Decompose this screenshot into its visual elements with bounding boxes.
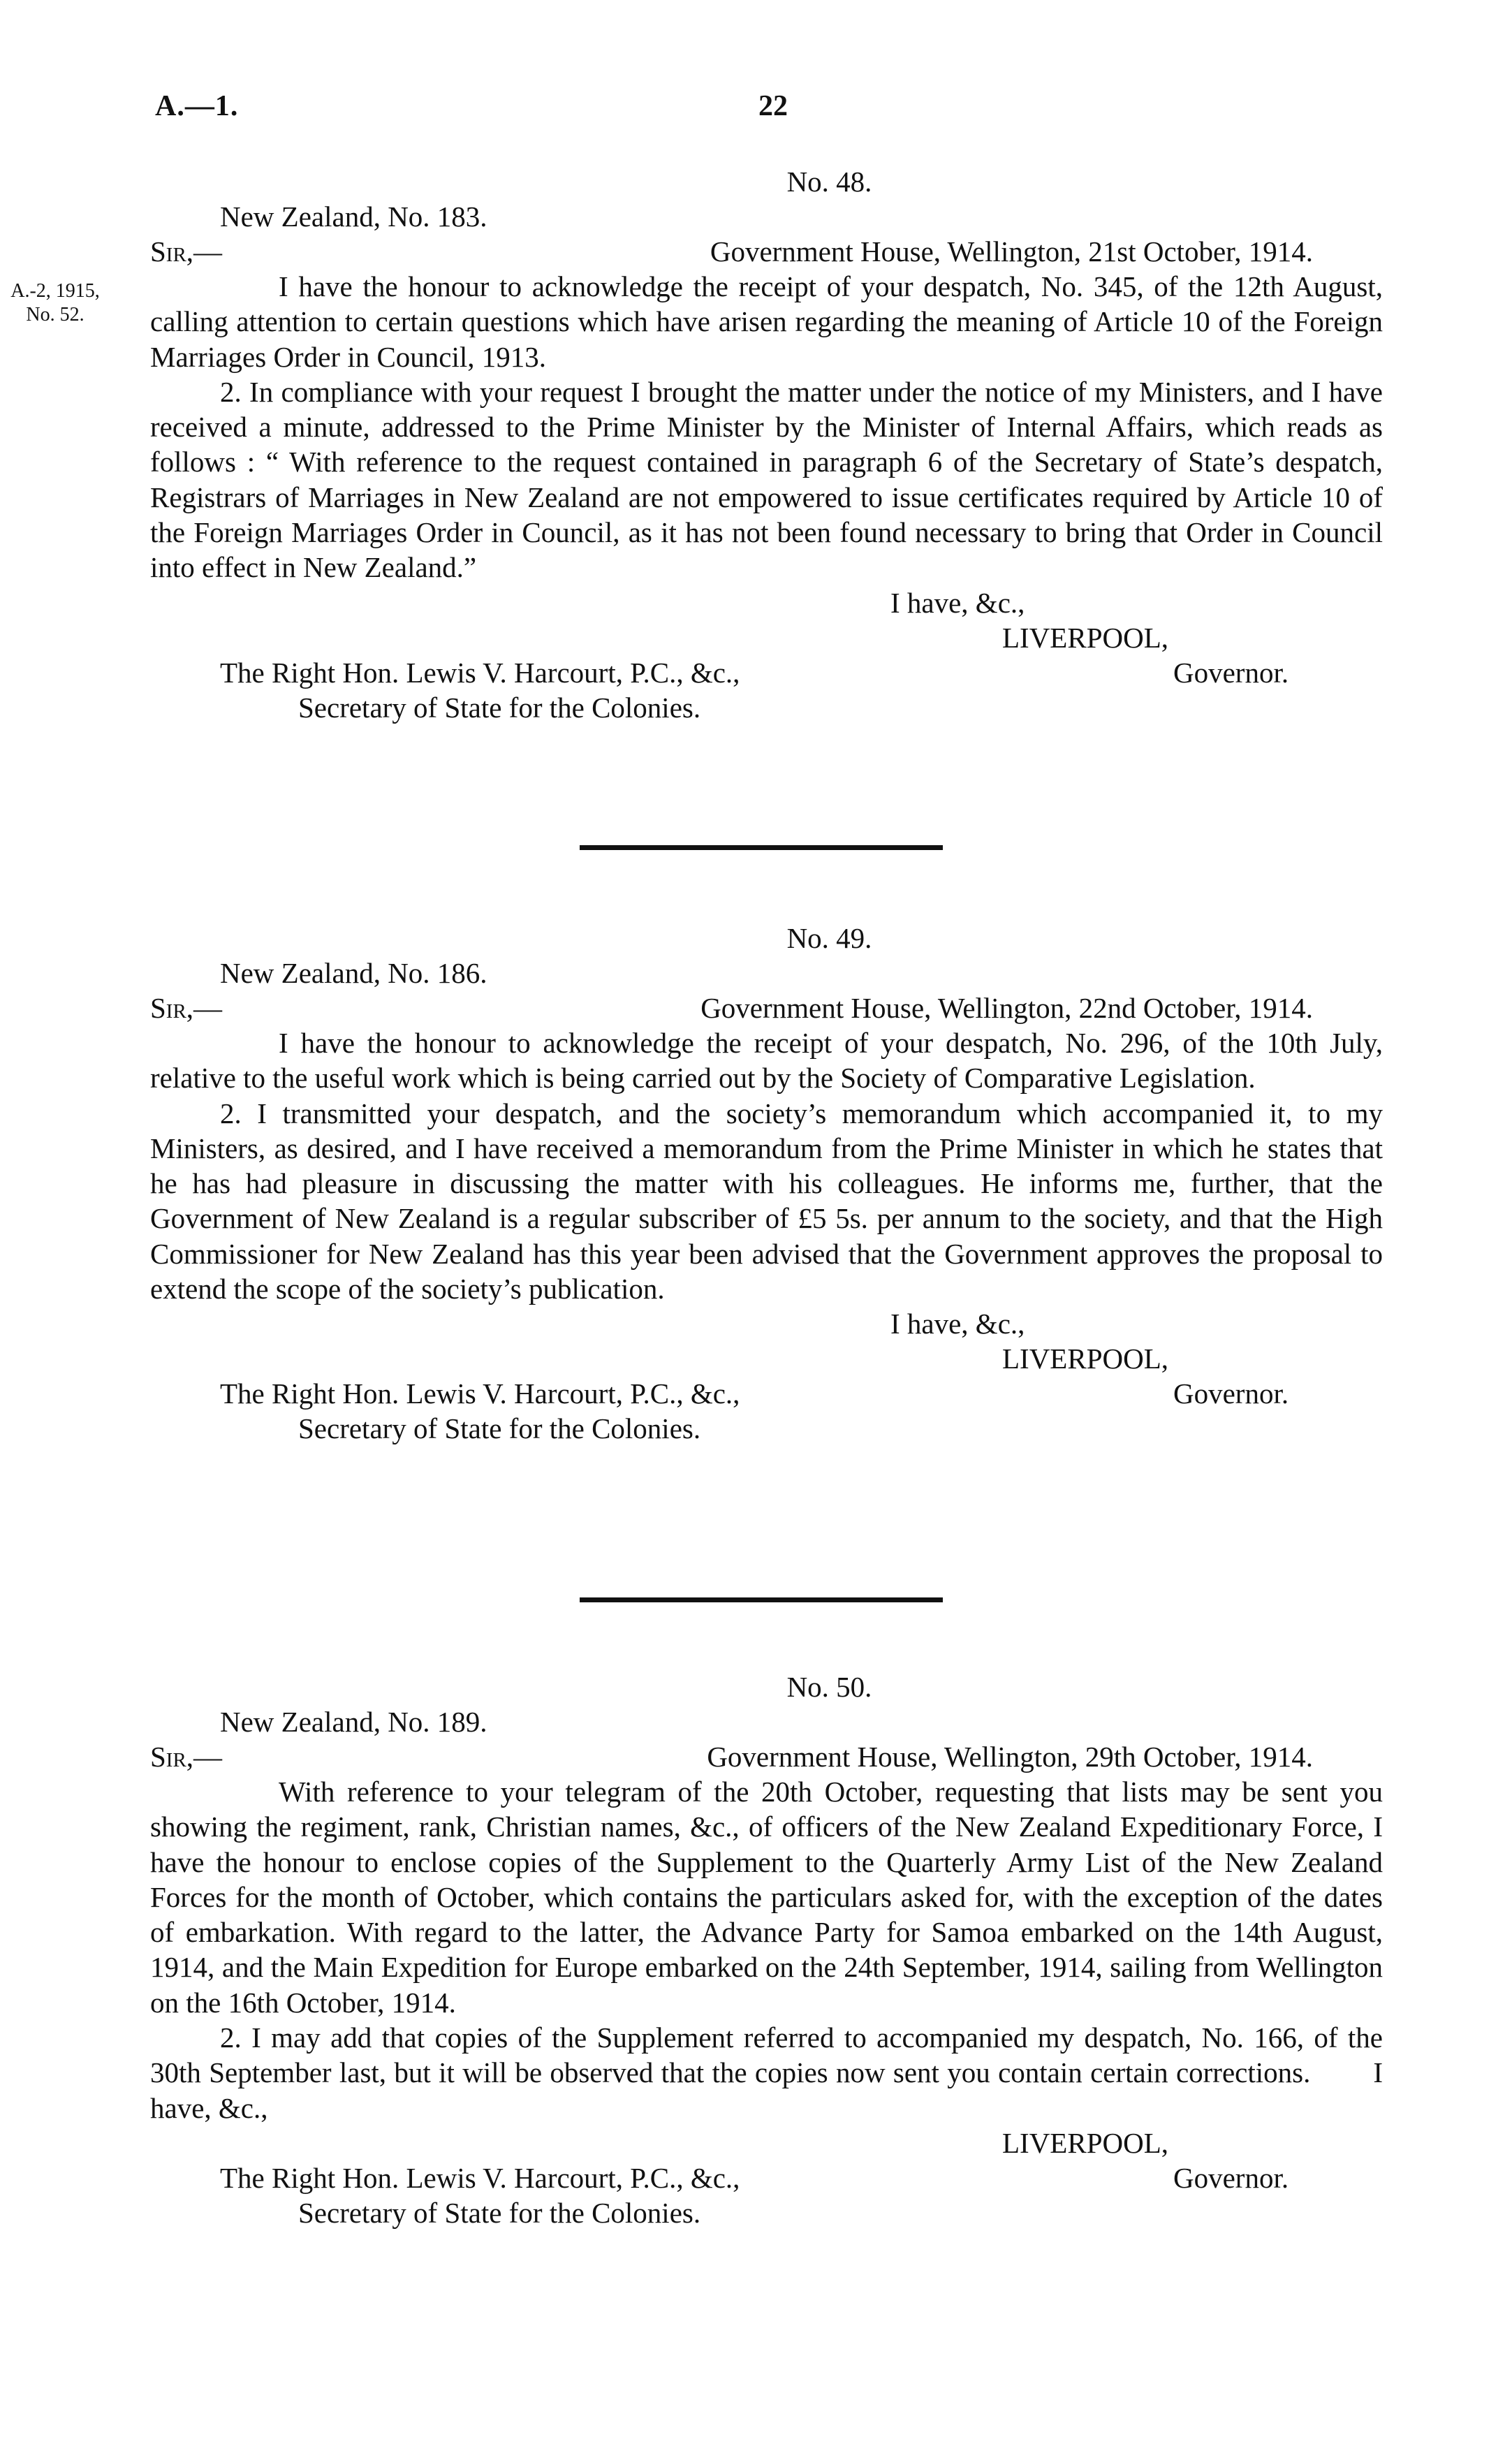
margin-note-line: A.-2, 1915, — [10, 280, 100, 302]
addressee: The Right Hon. Lewis V. Harcourt, P.C., &c., — [220, 1377, 740, 1410]
signer-name: LIVERPOOL, — [1002, 621, 1169, 654]
signer — [150, 620, 1383, 655]
address-date: Government House, Wellington, 22nd October, 1914. — [700, 992, 1313, 1024]
addressee-row — [150, 655, 1383, 690]
closing-text: I have, &c., — [150, 2056, 1383, 2124]
addressee: The Right Hon. Lewis V. Harcourt, P.C., &c., — [220, 2161, 740, 2194]
closing — [150, 585, 1383, 620]
addressee-office: Secretary of State for the Colonies. — [298, 2196, 701, 2229]
signer-title: Governor. — [1173, 2161, 1289, 2194]
letter-reference: New Zealand, No. 186. — [220, 957, 487, 989]
addressee: The Right Hon. Lewis V. Harcourt, P.C., &c., — [220, 656, 740, 689]
margin-note-line: No. 52. — [26, 304, 85, 325]
addressee-office: Secretary of State for the Colonies. — [298, 691, 701, 724]
paragraph: 2. In compliance with your request I brought the matter under the notice of my Ministers, and I have received a minute, addressed to the Prime Minister by the Minister of Internal Affairs, which reads as follows : “ With reference to the request contained in paragraph 6 of the Secretary of State’s despatch, Registrars of Marriages in New Zealand are not empowered to issue certificates required by Article 10 of the Foreign Marriages Order in Council, as it has not been found necessary to bring that Order in Council into effect in New Zealand.” — [150, 375, 1383, 584]
letter-no-49 — [150, 921, 1383, 1446]
page-number: 22 — [758, 90, 788, 122]
paragraph: I have the honour to acknowledge the receipt of your despatch, No. 296, of the 10th July, relative to the useful work which is being carried out by the Society of Comparative Legislation. — [150, 1027, 1383, 1095]
letter-reference: New Zealand, No. 189. — [220, 1706, 487, 1738]
closing — [150, 1306, 1383, 1341]
salutation: Sir,— — [150, 1741, 223, 1773]
closing-text: I have, &c., — [890, 1308, 1025, 1340]
signer-name: LIVERPOOL, — [1002, 1342, 1169, 1375]
address-date: Government House, Wellington, 29th October, 1914. — [707, 1741, 1313, 1773]
paragraph: With reference to your telegram of the 20th October, requesting that lists may be sent you showing the regiment, rank, Christian names, &c., of officers of the New Zealand Expeditionary Force, I have the honour to enclose copies of the Supplement to the Quarterly Army List of the New Zealand Forces for the month of October, which contains the particulars asked for, with the exception of the dates of embarkation. With regard to the latter, the Advance Party for Samoa embarked on the 14th August, 1914, and the Main Expedition for Europe embarked on the 24th September, 1914, sailing from Wellington on the 16th October, 1914. — [150, 1776, 1383, 2019]
signer-title: Governor. — [1173, 1377, 1289, 1410]
margin-note — [3, 279, 108, 327]
paragraph: 2. I transmitted your despatch, and the society’s memorandum which accompanied it, to my Ministers, as desired, and I have received a memorandum from the Prime Minister in which he states that he has had pleasure in discussing the matter with his colleagues. He informs me, further, that the Government of New Zealand is a regular subscriber of £5 5s. per annum to the society, and that the High Commissioner for New Zealand has this year been advised that the Government approves the proposal to extend the scope of the society’s publication. — [150, 1097, 1383, 1305]
letter-no-48 — [150, 164, 1383, 725]
parliamentary-paper-code: A.—1. — [155, 90, 239, 122]
section-divider — [580, 845, 943, 850]
salutation-line — [150, 234, 1383, 269]
salutation: Sir,— — [150, 992, 223, 1024]
letter-number: No. 50. — [786, 1671, 872, 1703]
section-divider — [580, 1597, 943, 1602]
closing-text: I have, &c., — [890, 586, 1025, 619]
letter-no-50 — [150, 1669, 1383, 2230]
salutation: Sir,— — [150, 235, 223, 268]
addressee-office: Secretary of State for the Colonies. — [298, 1412, 701, 1445]
signer-title: Governor. — [1173, 656, 1289, 689]
signer — [150, 1341, 1383, 1376]
signer-name: LIVERPOOL, — [1002, 2126, 1169, 2159]
salutation-line — [150, 1739, 1383, 1774]
paragraph: I have the honour to acknowledge the receipt of your despatch, No. 345, of the 12th August, calling attention to certain questions which have arisen regarding the meaning of Article 10 of the Foreign Marriages Order in Council, 1913. — [150, 270, 1383, 373]
addressee-row — [150, 1376, 1383, 1411]
address-date: Government House, Wellington, 21st October, 1914. — [710, 235, 1313, 268]
letter-number: No. 49. — [786, 922, 872, 954]
paragraph-text: 2. I may add that copies of the Supplement referred to accompanied my despatch, No. 166, of the 30th September last, but it will be observed that the copies now sent you contain certain corrections. — [150, 2021, 1383, 2089]
salutation-line — [150, 990, 1383, 1025]
letter-reference: New Zealand, No. 183. — [220, 200, 487, 233]
addressee-row — [150, 2160, 1383, 2195]
paragraph — [150, 2020, 1383, 2126]
signer — [150, 2126, 1383, 2160]
letter-number: No. 48. — [786, 166, 872, 198]
